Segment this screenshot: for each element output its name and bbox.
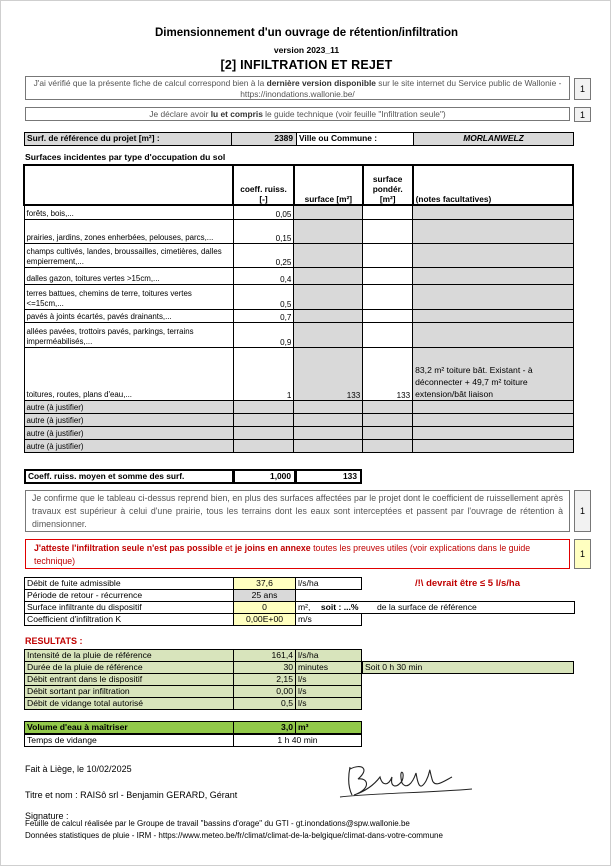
row-pond — [363, 322, 413, 347]
confirm2-text-b: le guide technique (voir feuille "Infiltration seule") — [262, 109, 446, 119]
header-pond: surface pondér. [m²] — [363, 165, 413, 205]
row-pond — [363, 267, 413, 284]
result-value: 0,00 — [233, 685, 296, 698]
row-label: autre (à justifier) — [24, 439, 233, 452]
coef-label: Coefficient d'infiltration K — [24, 613, 234, 626]
row-label: autre (à justifier) — [24, 400, 233, 413]
row-label: dalles gazon, toitures vertes >15cm,... — [24, 267, 233, 284]
row-coeff — [233, 413, 294, 426]
row-surface[interactable] — [294, 439, 363, 452]
result-unit: l/s — [295, 685, 362, 698]
titre-nom: Titre et nom : RAISô srl - Benjamin GERARD, Gérant — [25, 790, 238, 800]
confirm-latest-version-checkbox[interactable]: 1 — [574, 78, 591, 100]
confirm-read-guide-checkbox[interactable]: 1 — [574, 107, 591, 122]
surfaces-header-row — [24, 165, 573, 205]
vidange-value: 1 h 40 min — [233, 734, 362, 747]
row-pond — [363, 219, 413, 243]
row-coeff — [233, 439, 294, 452]
header-label — [24, 165, 233, 205]
surf-inf-soit: soit : ...% — [320, 602, 359, 612]
version-label: version 2023_11 — [273, 45, 340, 55]
row-surface[interactable] — [294, 219, 363, 243]
debit-label: Débit de fuite admissible — [24, 577, 234, 590]
header-coeff: coeff. ruiss. [-] — [233, 165, 294, 205]
row-notes[interactable] — [413, 243, 573, 267]
commune-value[interactable]: MORLANWELZ — [413, 132, 574, 146]
commune-label: Ville ou Commune : — [296, 132, 414, 146]
result-value: 161,4 — [233, 649, 296, 662]
row-coeff: 0,7 — [233, 309, 294, 322]
row-surface[interactable]: 133 — [294, 347, 363, 400]
table-row — [24, 439, 573, 452]
row-label: autre (à justifier) — [24, 426, 233, 439]
result-value: 0,5 — [233, 697, 296, 710]
row-pond — [363, 413, 413, 426]
table-row — [24, 284, 573, 309]
row-surface[interactable] — [294, 426, 363, 439]
row-pond — [363, 205, 413, 219]
table-row — [24, 205, 573, 219]
row-pond — [363, 400, 413, 413]
table-row — [24, 400, 573, 413]
surfaces-table — [23, 164, 574, 453]
confirm-read-guide — [25, 107, 570, 121]
row-notes[interactable] — [413, 439, 573, 452]
row-surface[interactable] — [294, 413, 363, 426]
result-label: Durée de la pluie de référence — [24, 661, 234, 674]
surf-inf-value[interactable]: 0 — [233, 601, 296, 614]
signature-label: Signature : — [25, 811, 69, 821]
row-notes[interactable] — [413, 322, 573, 347]
result-value: 2,15 — [233, 673, 296, 686]
debit-unit: l/s/ha — [295, 577, 362, 590]
row-notes[interactable]: 83,2 m² toiture bât. Existant - à déconnecter + 49,7 m² toiture extension/bât liaison — [413, 347, 573, 400]
row-label: pavés à joints écartés, pavés drainants,... — [24, 309, 233, 322]
row-coeff: 0,9 — [233, 322, 294, 347]
table-row — [24, 347, 573, 400]
attest-infiltration — [25, 539, 570, 569]
surf-inf-unit: m², — [298, 602, 311, 612]
volume-label: Volume d'eau à maîtriser — [24, 721, 234, 734]
results-title: RESULTATS : — [25, 636, 83, 646]
row-notes[interactable] — [413, 284, 573, 309]
result-unit: minutes — [295, 661, 362, 674]
row-coeff: 0,05 — [233, 205, 294, 219]
duree-extra: Soit 0 h 30 min — [362, 661, 574, 674]
row-surface[interactable] — [294, 309, 363, 322]
attest-text-a: J'atteste l'infiltration seule n'est pas possible — [34, 543, 223, 553]
surf-ref-label: Surf. de référence du projet [m²] : — [24, 132, 232, 146]
total-coeff: 1,000 — [233, 469, 296, 484]
row-notes[interactable] — [413, 309, 573, 322]
result-unit: l/s/ha — [295, 649, 362, 662]
periode-value[interactable]: 25 ans — [233, 589, 296, 602]
result-unit: l/s — [295, 697, 362, 710]
header-surface: surface [m²] — [294, 165, 363, 205]
row-coeff: 0,25 — [233, 243, 294, 267]
vidange-label: Temps de vidange — [24, 734, 234, 747]
row-label: champs cultivés, landes, broussailles, cimetières, dalles empierrement,... — [24, 243, 233, 267]
row-notes[interactable] — [413, 426, 573, 439]
periode-label: Période de retour - récurrence — [24, 589, 234, 602]
attest-checkbox[interactable]: 1 — [574, 539, 591, 569]
row-surface[interactable] — [294, 267, 363, 284]
table-row — [24, 309, 573, 322]
result-label: Débit entrant dans le dispositif — [24, 673, 234, 686]
row-coeff — [233, 426, 294, 439]
confirm-table: Je confirme que le tableau ci-dessus reprend bien, en plus des surfaces affectées par le projet dont le coefficient de ruissellement après travaux est supérieur à celui d'une prairie, tous les terrains dont les eaux sont interceptées et passent par l'ouvrage de rétention à dimensionner. — [25, 490, 570, 532]
row-coeff: 1 — [233, 347, 294, 400]
fait-a: Fait à Liège, le 10/02/2025 — [25, 764, 132, 774]
row-label: terres battues, chemins de terre, toitures vertes <=15cm,... — [24, 284, 233, 309]
confirm1-text-bold: dernière version disponible — [266, 78, 376, 88]
row-surface[interactable] — [294, 243, 363, 267]
debit-warning: /!\ devrait être ≤ 5 l/s/ha — [415, 578, 521, 589]
attest-text-b: et — [222, 543, 235, 553]
surf-inf-label: Surface infiltrante du dispositif — [24, 601, 234, 614]
row-notes[interactable] — [413, 413, 573, 426]
confirm2-text-bold: lu et compris — [210, 109, 263, 119]
confirm-latest-version — [25, 76, 570, 100]
row-coeff — [233, 400, 294, 413]
table-row — [24, 426, 573, 439]
row-pond — [363, 243, 413, 267]
row-pond — [363, 284, 413, 309]
debit-value[interactable]: 37,6 — [233, 577, 296, 590]
header-notes: (notes facultatives) — [413, 165, 573, 205]
row-surface[interactable] — [294, 205, 363, 219]
result-label: Débit de vidange total autorisé — [24, 697, 234, 710]
table-row — [24, 413, 573, 426]
volume-unit: m³ — [295, 721, 362, 734]
row-notes[interactable] — [413, 219, 573, 243]
row-label: forêts, bois,... — [24, 205, 233, 219]
coef-unit: m/s — [295, 613, 362, 626]
table-row — [24, 322, 573, 347]
surf-ref-value[interactable]: 2389 — [231, 132, 297, 146]
row-label: prairies, jardins, zones enherbées, pelouses, parcs,... — [24, 219, 233, 243]
attest-text-d: toutes les preuves utiles (voir explications dans le guide technique) — [34, 543, 531, 566]
attest-text-c: je joins en annexe — [234, 543, 311, 553]
table-row — [24, 219, 573, 243]
result-value: 30 — [233, 661, 296, 674]
row-notes[interactable] — [413, 400, 573, 413]
row-coeff: 0,15 — [233, 219, 294, 243]
footer-line1: Feuille de calcul réalisée par le Groupe de travail "bassins d'orage" du GTI - gt.inondations@spw.wallonie.be — [25, 819, 410, 828]
surf-inf-ref: de la surface de référence — [376, 602, 477, 612]
row-coeff: 0,5 — [233, 284, 294, 309]
table-row — [24, 267, 573, 284]
row-pond — [363, 439, 413, 452]
row-pond: 133 — [363, 347, 413, 400]
total-surface: 133 — [295, 469, 362, 484]
confirm-table-checkbox[interactable]: 1 — [574, 490, 591, 532]
row-label: autre (à justifier) — [24, 413, 233, 426]
section-title: [2] INFILTRATION ET REJET — [220, 58, 393, 72]
row-surface[interactable] — [294, 284, 363, 309]
handwritten-signature — [336, 759, 476, 803]
row-pond — [363, 309, 413, 322]
table-row — [24, 243, 573, 267]
row-coeff: 0,4 — [233, 267, 294, 284]
row-label: allées pavées, trottoirs pavés, parkings, terrains imperméabilisés,... — [24, 322, 233, 347]
result-label: Intensité de la pluie de référence — [24, 649, 234, 662]
confirm2-text-a: Je déclare avoir — [149, 109, 211, 119]
page-title: Dimensionnement d'un ouvrage de rétention/infiltration — [154, 27, 459, 39]
volume-value: 3,0 — [233, 721, 296, 734]
result-label: Débit sortant par infiltration — [24, 685, 234, 698]
confirm1-text-a: J'ai vérifié que la présente fiche de calcul correspond bien à la — [33, 78, 267, 88]
confirm1-text-b: sur le site internet du Service public de Wallonie - https://inondations.wallonie.be/ — [240, 78, 562, 99]
result-unit: l/s — [295, 673, 362, 686]
total-label: Coeff. ruiss. moyen et somme des surf. — [24, 469, 234, 484]
row-notes[interactable] — [413, 267, 573, 284]
row-label: toitures, routes, plans d'eau,... — [24, 347, 233, 400]
footer-line2: Données statistiques de pluie - IRM - https://www.meteo.be/fr/climat/climat-de-la-belgique/climat-dans-votre-commune — [25, 831, 443, 840]
coef-value[interactable]: 0,00E+00 — [233, 613, 296, 626]
row-surface[interactable] — [294, 400, 363, 413]
row-surface[interactable] — [294, 322, 363, 347]
row-pond — [363, 426, 413, 439]
surfaces-caption: Surfaces incidentes par type d'occupation du sol — [25, 152, 226, 162]
row-notes[interactable] — [413, 205, 573, 219]
